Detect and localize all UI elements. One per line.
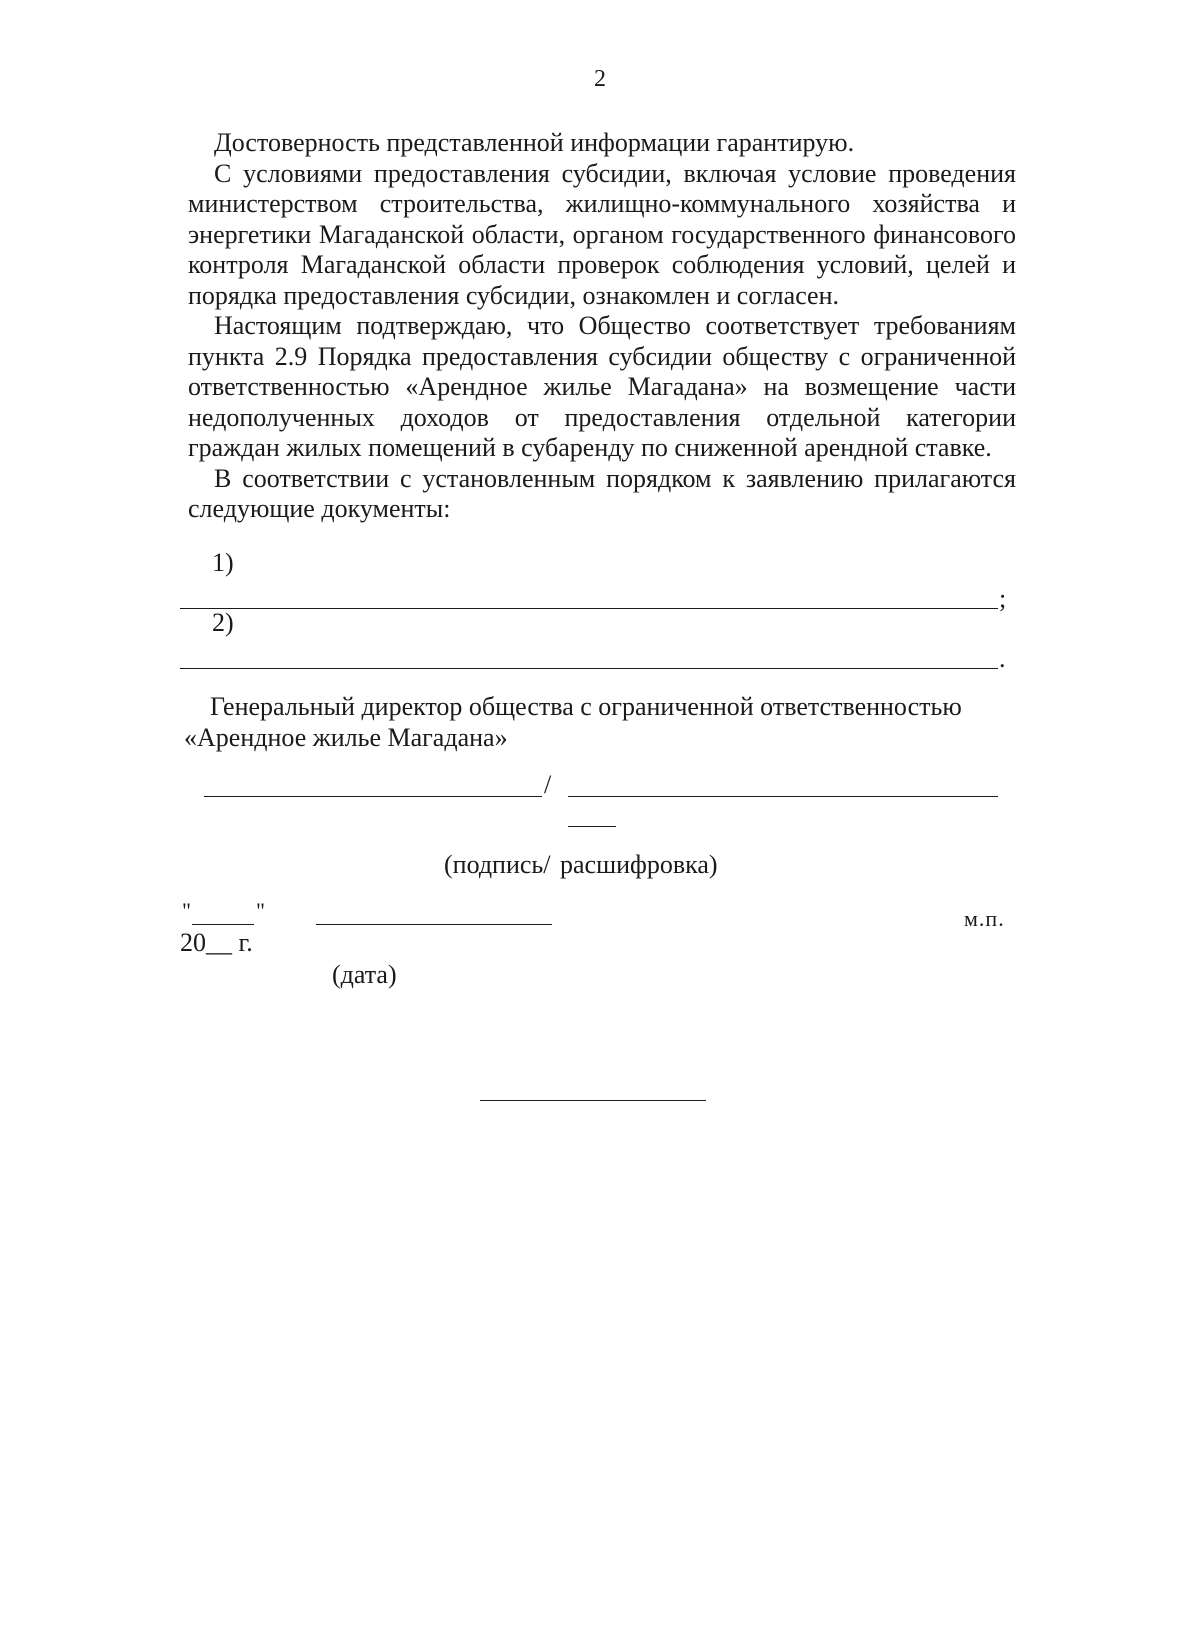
date-open-quote: " [182,898,191,923]
signature-slash: / [544,770,552,799]
paragraph-guarantee: Достоверность представленной информации гарантирую. [214,128,855,157]
date-close-quote: " [256,898,265,923]
list-item-1-end-mark: ; [999,584,1007,613]
list-item-1-blank-line [180,608,998,609]
paragraph-confirmation: Настоящим подтверждаю, что Общество соответствует требованиям пункта 2.9 Порядка предоставления субсидии обществу с ограниченной ответственностью «Арендное жилье Магадана» на возмещение части недополученных доходов от предоставления отдельной категории граждан жилых помещений в субаренду по сниженной арендной ставке. [188,311,1016,462]
date-day-line [192,924,254,925]
list-item-2-number: 2) [212,608,234,637]
stamp-place: м.п. [964,906,1005,931]
document-body [188,128,1016,525]
date-year: 20__ г. [180,928,253,957]
page-number: 2 [594,66,606,92]
date-caption: (дата) [332,960,397,989]
list-item-1-number: 1) [212,548,234,577]
name-decoding-line [568,796,998,797]
signature-line [204,796,542,797]
list-item-2-end-mark: . [999,644,1006,673]
director-title-line-1: Генеральный директор общества с ограниченной ответственностью [210,692,962,721]
director-title-line-2: «Арендное жилье Магадана» [184,722,508,752]
signature-caption: (подпись/ расшифровка) [444,850,718,879]
director-title [184,692,1016,753]
name-decoding-line-continuation [568,826,616,827]
paragraph-conditions: С условиями предоставления субсидии, включая условие проведения министерством строительства, жилищно-коммунального хозяйства и энергетики Магаданской области, органом государственного финансового контроля Магаданской области проверок соблюдения условий, целей и порядка предоставления субсидии, ознакомлен и согласен. [188,158,1016,310]
date-month-line [316,924,552,925]
closing-separator-line [480,1100,706,1101]
list-item-2-blank-line [180,668,998,669]
paragraph-attachments: В соответствии с установленным порядком к заявлению прилагаются следующие документы: [188,463,1016,523]
